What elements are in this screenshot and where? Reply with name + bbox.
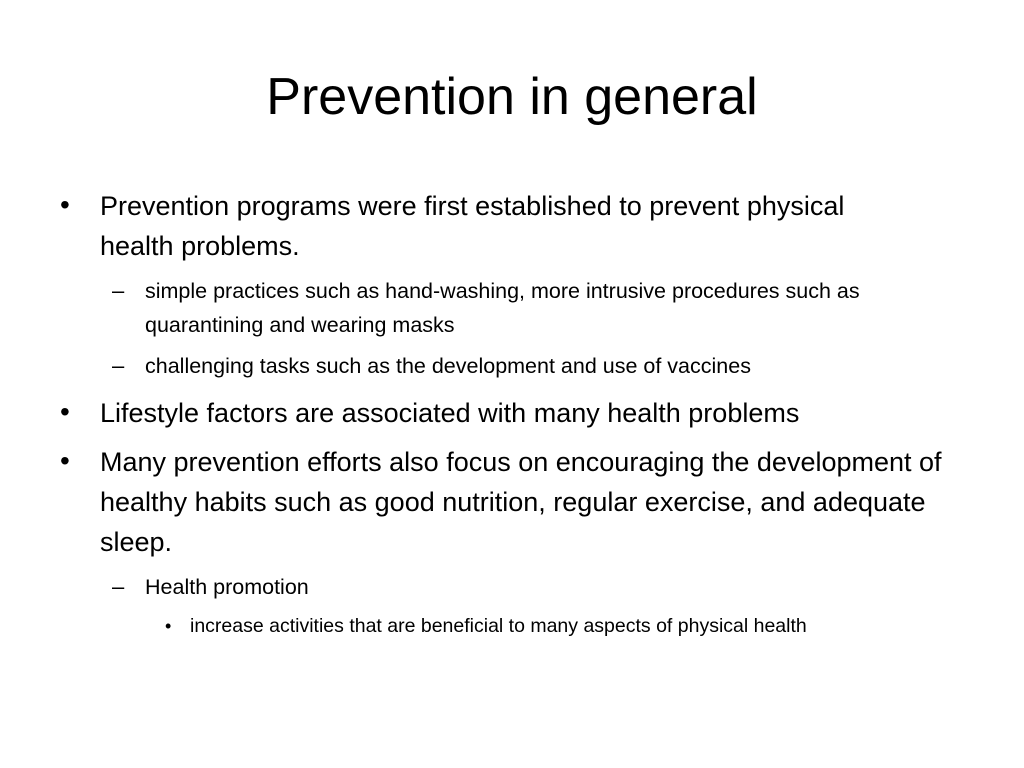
dash-marker: – xyxy=(112,574,125,599)
list-item-text: Lifestyle factors are associated with many health problems xyxy=(100,398,800,428)
list-item-text: increase activities that are beneficial to many aspects of physical health xyxy=(190,615,807,637)
list-item-text: Prevention programs were first established to prevent physical health problems. xyxy=(100,191,845,261)
bullet-marker: • xyxy=(60,189,70,220)
bullet-marker: • xyxy=(60,445,70,476)
bullet-marker: • xyxy=(165,616,172,636)
list-item-text: simple practices such as hand-washing, more intrusive procedures such as quarantining and wearing masks xyxy=(145,279,860,337)
list-item-text: Many prevention efforts also focus on encouraging the development of healthy habits such as good nutrition, regular exercise, and adequate sleep. xyxy=(100,447,942,557)
dash-marker: – xyxy=(112,278,125,303)
dash-marker: – xyxy=(112,353,125,378)
list-item-text: Health promotion xyxy=(145,575,309,599)
slide-title: Prevention in general xyxy=(266,68,758,126)
list-item-text: challenging tasks such as the development and use of vaccines xyxy=(145,354,751,378)
bullet-marker: • xyxy=(60,396,70,427)
